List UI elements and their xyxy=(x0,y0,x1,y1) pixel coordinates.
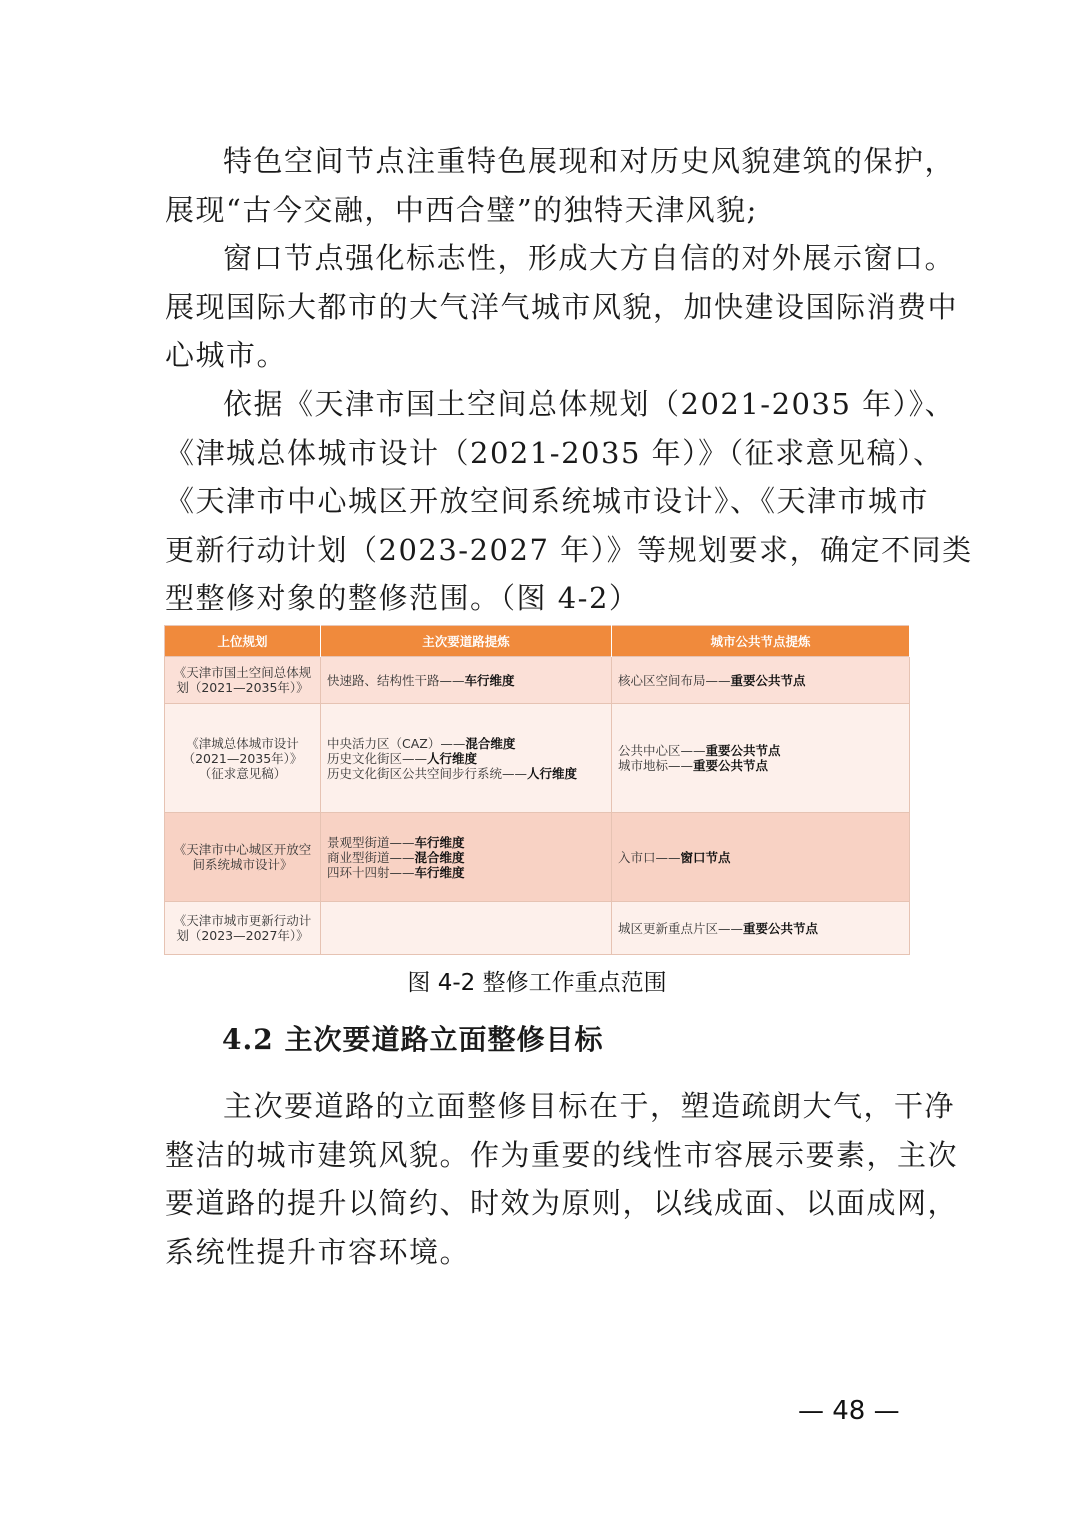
text-line: 展现国际大都市的大气洋气城市风貌，加快建设国际消费中 xyxy=(165,289,959,324)
text-line: 要道路的提升以简约、时效为原则，以线成面、以面成网， xyxy=(165,1186,959,1220)
road-item-dimension: 混合维度 xyxy=(465,735,516,751)
page-number: — 48 — xyxy=(798,1396,900,1426)
road-item-dimension: 车行维度 xyxy=(414,864,465,880)
road-item-label: 历史文化街区—— xyxy=(327,750,428,766)
node-item-type: 重要公共节点 xyxy=(693,758,769,773)
text-line: 依据《天津市国土空间总体规划（2021-2035 年）》、 xyxy=(223,387,956,421)
road-item xyxy=(327,736,605,751)
text-line: 整洁的城市建筑风貌。作为重要的线性市容展示要素，主次 xyxy=(165,1137,959,1172)
text-line: 系统性提升市容环境。 xyxy=(165,1234,471,1269)
text-line: 展现“古今交融，中西合璧”的独特天津风貌; xyxy=(165,192,758,227)
plan-line: 划（2021—2035年）》 xyxy=(176,680,309,695)
plan-cell xyxy=(165,657,321,704)
road-cell xyxy=(321,657,612,704)
planning-scope-table xyxy=(164,625,910,955)
paragraph-1 xyxy=(165,137,956,234)
road-item-dimension: 人行维度 xyxy=(527,765,578,781)
header-node-extraction: 城市公共节点提炼 xyxy=(612,626,910,657)
road-item-label: 四环十四射—— xyxy=(327,864,415,880)
road-item xyxy=(327,850,605,865)
plan-line: 《津城总体城市设计 xyxy=(186,735,299,751)
plan-line: （2021—2035年）》 xyxy=(182,750,303,766)
road-item-label: 历史文化街区公共空间步行系统—— xyxy=(327,765,528,781)
node-item xyxy=(618,673,903,688)
text-line: 《津城总体城市设计（2021-2035 年）》（征求意见稿）、 xyxy=(165,435,944,470)
header-upper-plan: 上位规划 xyxy=(165,626,321,657)
road-item xyxy=(327,865,605,880)
node-item-type: 窗口节点 xyxy=(680,849,731,865)
section-heading: 4.2 主次要道路立面整修目标 xyxy=(222,1023,604,1056)
node-cell xyxy=(612,902,910,955)
road-cell xyxy=(321,902,612,955)
road-item-dimension: 混合维度 xyxy=(414,849,465,865)
plan-line: 《天津市国土空间总体规 xyxy=(173,665,312,680)
text-line: 特色空间节点注重特色展现和对历史风貌建筑的保护， xyxy=(223,144,956,178)
plan-cell xyxy=(165,813,321,902)
table-row xyxy=(165,704,910,813)
road-item-dimension: 车行维度 xyxy=(464,672,515,688)
node-item-label: 城区更新重点片区—— xyxy=(618,920,744,936)
header-road-extraction: 主次要道路提炼 xyxy=(321,626,612,657)
node-item-label: 核心区空间布局—— xyxy=(618,672,731,688)
road-item-label: 景观型街道—— xyxy=(327,834,415,850)
text-line: 更新行动计划（2023-2027 年）》等规划要求，确定不同类 xyxy=(165,532,973,567)
node-item xyxy=(618,758,903,773)
text-line: 心城市。 xyxy=(165,338,288,372)
road-item xyxy=(327,673,605,688)
node-item-label: 入市口—— xyxy=(618,849,681,865)
node-item-label: 公共中心区—— xyxy=(618,743,706,758)
road-item-dimension: 人行维度 xyxy=(427,750,478,766)
node-item xyxy=(618,921,903,936)
road-cell xyxy=(321,813,612,902)
text-line: 型整修对象的整修范围。（图 4-2） xyxy=(165,581,640,615)
plan-line: 《天津市城市更新行动计 xyxy=(173,913,312,928)
plan-line: 间系统城市设计》 xyxy=(192,857,293,872)
plan-line: 《天津市中心城区开放空 xyxy=(173,842,312,857)
road-item xyxy=(327,835,605,850)
paragraph-2 xyxy=(165,234,959,380)
plan-cell xyxy=(165,704,321,813)
road-item-label: 中央活力区（CAZ）—— xyxy=(327,735,466,751)
node-item xyxy=(618,743,903,758)
plan-line: （征求意见稿） xyxy=(198,765,287,781)
node-item-label: 城市地标—— xyxy=(618,758,694,773)
table-row xyxy=(165,657,910,704)
text-line: 《天津市中心城区开放空间系统城市设计》、《天津市城市 xyxy=(165,484,930,518)
road-item xyxy=(327,751,605,766)
road-cell xyxy=(321,704,612,813)
table-row xyxy=(165,813,910,902)
road-item-label: 快速路、结构性干路—— xyxy=(327,672,465,688)
node-item-type: 重要公共节点 xyxy=(705,743,781,758)
node-cell xyxy=(612,704,910,813)
node-cell xyxy=(612,657,910,704)
paragraph-4 xyxy=(165,1082,959,1276)
figure-caption: 图 4-2 整修工作重点范围 xyxy=(407,970,667,996)
road-item-label: 商业型街道—— xyxy=(327,849,415,865)
text-line: 主次要道路的立面整修目标在于，塑造疏朗大气，干净 xyxy=(223,1089,956,1123)
table-header-row xyxy=(165,626,910,657)
node-item-type: 重要公共节点 xyxy=(743,920,819,936)
table-row xyxy=(165,902,910,955)
node-cell xyxy=(612,813,910,902)
node-item-type: 重要公共节点 xyxy=(730,672,806,688)
road-item-dimension: 车行维度 xyxy=(414,834,465,850)
text-line: 窗口节点强化标志性，形成大方自信的对外展示窗口。 xyxy=(223,241,956,275)
node-item xyxy=(618,850,903,865)
plan-cell xyxy=(165,902,321,955)
road-item xyxy=(327,766,605,781)
plan-line: 划（2023—2027年）》 xyxy=(176,928,309,943)
paragraph-3 xyxy=(165,380,973,623)
